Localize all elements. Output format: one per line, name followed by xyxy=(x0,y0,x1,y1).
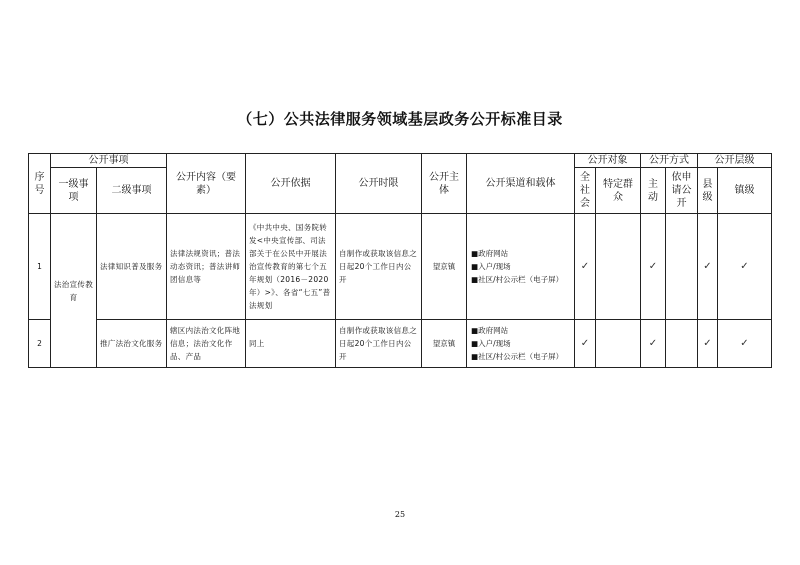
row-method-request xyxy=(666,214,698,320)
row-subject: 望京镇 xyxy=(422,320,467,368)
header-target-all: 全社会 xyxy=(575,168,596,214)
row-target-specific xyxy=(596,320,641,368)
header-target-specific: 特定群众 xyxy=(596,168,641,214)
row-seq: 1 xyxy=(29,214,51,320)
channel-item: ■社区/村公示栏（电子屏） xyxy=(471,352,564,361)
row-channels xyxy=(467,320,575,368)
check-icon: ✓ xyxy=(718,320,772,368)
header-time-limit: 公开时限 xyxy=(336,154,422,214)
row-basis: 《中共中央、国务院转发<中央宣传部、司法部关于在公民中开展法治宣传教育的第七个五年规划（2016－2020年）>》、各省“七五”普法规划 xyxy=(246,214,336,320)
header-channel: 公开渠道和载体 xyxy=(467,154,575,214)
row-content: 法律法规资讯；普法动态资讯；普法讲师团信息等 xyxy=(167,214,246,320)
check-icon: ✓ xyxy=(718,214,772,320)
channel-item: ■入户/现场 xyxy=(471,339,511,348)
row-time-limit: 自制作或获取该信息之日起20个工作日内公开 xyxy=(336,214,422,320)
header-seq: 序号 xyxy=(29,154,51,214)
page-title: （七）公共法律服务领域基层政务公开标准目录 xyxy=(237,110,563,128)
header-row-1 xyxy=(29,154,772,168)
header-level2: 二级事项 xyxy=(97,168,167,214)
row-target-specific xyxy=(596,214,641,320)
channel-item: ■政府网站 xyxy=(471,249,509,258)
channel-item: ■社区/村公示栏（电子屏） xyxy=(471,275,564,284)
header-open-items: 公开事项 xyxy=(51,154,167,168)
header-method-active: 主动 xyxy=(641,168,666,214)
check-icon: ✓ xyxy=(641,320,666,368)
channel-item: ■政府网站 xyxy=(471,326,509,335)
header-method-request: 依申请公开 xyxy=(666,168,698,214)
row-channels xyxy=(467,214,575,320)
row-method-request xyxy=(666,320,698,368)
header-level-town: 镇级 xyxy=(718,168,772,214)
header-method: 公开方式 xyxy=(641,154,698,168)
check-icon: ✓ xyxy=(641,214,666,320)
row-basis: 同上 xyxy=(246,320,336,368)
row-content: 辖区内法治文化阵地信息；法治文化作品、产品 xyxy=(167,320,246,368)
header-content: 公开内容（要素） xyxy=(167,154,246,214)
page-number: 25 xyxy=(394,510,406,519)
header-subject: 公开主体 xyxy=(422,154,467,214)
row-level2: 法律知识普及服务 xyxy=(97,214,167,320)
channel-item: ■入户/现场 xyxy=(471,262,511,271)
header-level: 公开层级 xyxy=(698,154,772,168)
header-level-county: 县级 xyxy=(698,168,718,214)
table-row xyxy=(29,214,772,320)
header-level1: 一级事项 xyxy=(51,168,97,214)
check-icon: ✓ xyxy=(575,214,596,320)
header-basis: 公开依据 xyxy=(246,154,336,214)
row-seq: 2 xyxy=(29,320,51,368)
row-time-limit: 自制作或获取该信息之日起20个工作日内公开 xyxy=(336,320,422,368)
row-subject: 望京镇 xyxy=(422,214,467,320)
check-icon: ✓ xyxy=(698,320,718,368)
check-icon: ✓ xyxy=(575,320,596,368)
table-row xyxy=(29,320,772,368)
catalog-table xyxy=(28,153,772,368)
row-level2: 推广法治文化服务 xyxy=(97,320,167,368)
header-target: 公开对象 xyxy=(575,154,641,168)
row-level1: 法治宣传教育 xyxy=(51,214,97,368)
check-icon: ✓ xyxy=(698,214,718,320)
